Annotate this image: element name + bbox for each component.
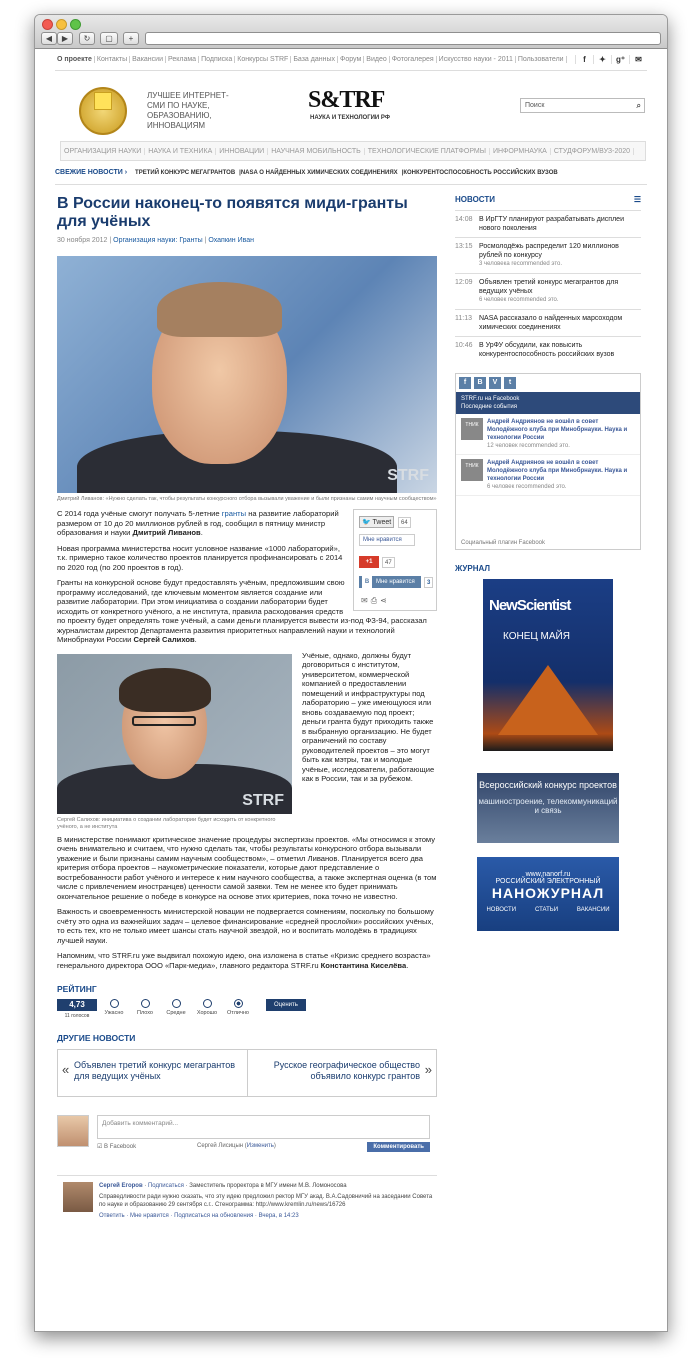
fb-widget-title[interactable]: STRF.ru на Facebook <box>461 396 520 402</box>
list-item[interactable]: ТНИК Андрей Андриянов не вошёл в совет Молодёжного клуба при Минобрнауки. Наука и технологии России 12 человек recommended это. <box>456 414 640 455</box>
list-item[interactable]: 13:15 Росмолодёжь распределит 120 миллионов рублей по конкурсу 3 человека recommended это. <box>455 237 641 273</box>
article-column <box>57 195 437 1241</box>
change-user-link[interactable]: Изменить <box>246 1143 274 1149</box>
cat-studforum[interactable]: СТУДФОРУМ/ВУЗ-2020 <box>551 148 634 155</box>
article-photo-salikhov <box>57 654 292 814</box>
search-input[interactable] <box>520 98 645 113</box>
rating-option-bad[interactable]: Плохо <box>131 999 159 1016</box>
other-news-title: ДРУГИЕ НОВОСТИ <box>57 1033 136 1043</box>
twitter-icon[interactable]: t <box>504 377 516 389</box>
layers-icon[interactable]: ☰ <box>633 195 641 204</box>
forward-button[interactable]: ▶ <box>57 32 73 45</box>
article-date: 30 ноября 2012 <box>57 237 108 244</box>
tweet-count: 64 <box>398 517 411 528</box>
address-bar[interactable] <box>145 32 661 45</box>
article-paragraph: 🐦 Tweet 64 Мне нравится +1 47 B Мне нравится 3 ✉⎙⋖ С 2014 года учёные смогут получать 5-летние гранты на развитие лабораторий размером от 10 до 20 миллионов рублей в год, сообщил в пятницу министр образования и науки Дмитрий Ливанов. <box>57 509 437 538</box>
search-placeholder: Поиск <box>525 102 545 109</box>
contest-banner[interactable]: Всероссийский конкурс проектов машиностроение, телекоммуникаций и связь <box>477 773 619 843</box>
topnav-art[interactable]: Искусство науки - 2011 <box>437 56 516 63</box>
fresh-news-item[interactable]: КОНКУРЕНТОСПОСОБНОСТЬ РОССИЙСКИХ ВУЗОВ <box>403 169 558 176</box>
cat-mobility[interactable]: НАУЧНАЯ МОБИЛЬНОСТЬ <box>268 148 365 155</box>
follow-link[interactable]: Подписаться <box>147 1183 184 1189</box>
fresh-news-bar: СВЕЖИЕ НОВОСТИ › ТРЕТИЙ КОНКУРС МЕГАГРАНТОВ | NASA О НАЙДЕННЫХ ХИМИЧЕСКИХ СОЕДИНЕНИЯХ | КОНКУРЕНТОСПОСОБНОСТЬ РОССИЙСКИХ ВУЗОВ <box>55 161 647 185</box>
award-medal-icon <box>79 87 127 135</box>
news-title: НОВОСТИ <box>455 195 496 204</box>
rating-section <box>57 984 437 1019</box>
article-rubric-link[interactable]: Организация науки: Гранты <box>113 237 203 244</box>
article-author-link[interactable]: Охапкин Иван <box>208 237 255 244</box>
topnav-gallery[interactable]: Фотогалерея <box>390 56 437 63</box>
close-window-icon[interactable] <box>42 19 53 30</box>
comment-item: Сергей Егоров · Подписаться · Заместитель проректора в МГУ имени М.В. Ломоносова Справедливости ради нужно сказать, что эту идею предложил ректор МГУ акад. В.А.Садовничий на заседании Совета по науке и образованию 29 сентября с.г.. Стенограмма: http://www.kremlin.ru/news/16726 Ответить · Мне нравится · Подписаться на обновления · Вчера, в 14:23 <box>57 1175 437 1241</box>
search-icon[interactable]: ⌕ <box>636 101 641 110</box>
facebook-icon[interactable]: f <box>459 377 471 389</box>
site-logo[interactable]: S&TRF <box>308 87 385 113</box>
screenshot-icon[interactable]: ▢ <box>100 32 118 45</box>
topnav-database[interactable]: База данных <box>291 56 338 63</box>
award-text: ЛУЧШЕЕ ИНТЕРНЕТ-СМИ ПО НАУКЕ, ОБРАЗОВАНИЮ, ИННОВАЦИЯМ <box>147 91 229 130</box>
tweet-button[interactable]: 🐦 Tweet <box>359 516 394 528</box>
rating-option-excellent[interactable]: Отлично <box>224 999 252 1016</box>
rating-option-awful[interactable]: Ужасно <box>100 999 128 1016</box>
rating-value: 4,73 <box>57 999 97 1011</box>
article-photo-livanov <box>57 256 437 493</box>
topnav-video[interactable]: Видео <box>364 56 389 63</box>
fb-widget-subtitle: Последние события <box>461 404 518 410</box>
twitter-icon[interactable]: ✦ <box>593 55 611 64</box>
lj-icon[interactable]: V <box>489 377 501 389</box>
comment-author[interactable]: Сергей Егоров <box>99 1183 143 1189</box>
browser-toolbar <box>35 15 667 49</box>
google-plus-button[interactable]: +1 <box>359 556 379 568</box>
article-meta: 30 ноября 2012 | Организация науки: Гранты | Охапкин Иван <box>57 237 255 244</box>
comment-input[interactable]: Добавить комментарий... <box>97 1115 430 1139</box>
vk-like-button[interactable]: B Мне нравится <box>359 576 421 588</box>
topnav-ads[interactable]: Реклама <box>166 56 199 63</box>
rate-button[interactable]: Оценить <box>266 999 306 1011</box>
google-plus-icon[interactable]: g⁺ <box>611 55 629 64</box>
photo-caption: Сергей Салихов: инициатива о создании лаборатории будет исходить от конкретного учёного, а не института <box>57 816 276 830</box>
article-paragraph: Напомним, что STRF.ru уже выдвигал похожую идею, она изложена в статье «Кризис среднего возраста» генерального директора ООО «Парк-медиа», главного редактора STRF.ru Константина Киселёва. <box>57 951 431 970</box>
article-paragraph: STRF Сергей Салихов: инициатива о создании лаборатории будет исходить от конкретного учёного, а не института Учёные, однако, должны будут договориться с институтом, университетом, коммерческой компанией о предоставлении помещений и инфраструктуры под лабораторию – уже имеющуюся или вновь создаваемую под проект; деньги гранта будут приходить также в выбранную организацию. Не будет ограничений по составу руководителей проектов – это могут быть как мэтры, так и молодые учёные, исследователи, работающие как в России, так и за рубежом. <box>57 650 435 830</box>
cat-informnauka[interactable]: ИНФОРМНАУКА <box>490 148 551 155</box>
post-thumbnail: ТНИК <box>461 459 483 481</box>
journal-title: ЖУРНАЛ <box>455 564 491 573</box>
other-news-section <box>57 1033 437 1097</box>
prev-news-link[interactable]: « Объявлен третий конкурс мегагрантов для ведущих учёных <box>62 1060 235 1081</box>
article-paragraph: Новая программа министерства носит условное название «1000 лабораторий», т.к. примерно такое количество проектов планируется профинансировать с 2014 по 2020 год (по 200 проектов в год). <box>57 543 343 572</box>
facebook-icon[interactable]: f <box>575 55 593 64</box>
article-title: В России наконец-то появятся миди-гранты для учёных <box>57 195 408 230</box>
web-page <box>55 49 647 1219</box>
topnav-users[interactable]: Пользователи <box>516 56 567 63</box>
journal-section <box>455 564 641 931</box>
topnav-about[interactable]: О проекте <box>55 56 95 63</box>
list-item[interactable]: 11:13 NASA рассказало о найденных марсоходом химических соединениях <box>455 309 641 336</box>
photo-caption: Дмитрий Ливанов: «Нужно сделать так, чтобы результаты конкурсного отбора вызывали уважение и были признаны самим научным сообществом» <box>57 496 437 502</box>
rating-option-good[interactable]: Хорошо <box>193 999 221 1016</box>
back-button[interactable]: ◀ <box>41 32 57 45</box>
vk-count: 3 <box>424 577 433 588</box>
maximize-window-icon[interactable] <box>70 19 81 30</box>
next-arrow-icon: » <box>424 1062 432 1077</box>
category-navigation <box>60 141 646 161</box>
cat-platforms[interactable]: ТЕХНОЛОГИЧЕСКИЕ ПЛАТФОРМЫ <box>365 148 490 155</box>
rating-option-average[interactable]: Средне <box>162 999 190 1016</box>
post-to-facebook-checkbox[interactable]: ☑ В Facebook <box>97 1144 137 1150</box>
topnav-forum[interactable]: Форум <box>338 56 364 63</box>
fresh-news-label: СВЕЖИЕ НОВОСТИ › <box>55 169 128 176</box>
grants-link[interactable]: гранты <box>221 509 247 518</box>
site-header <box>55 71 647 141</box>
print-mail-share-icons[interactable]: ✉⎙⋖ <box>361 596 390 605</box>
rating-title: РЕЙТИНГ <box>57 984 97 994</box>
new-tab-button[interactable]: + <box>123 32 139 45</box>
avatar <box>63 1182 93 1212</box>
avatar <box>57 1115 89 1147</box>
post-thumbnail: ТНИК <box>461 418 483 440</box>
minimize-window-icon[interactable] <box>56 19 67 30</box>
topnav-contests[interactable]: Конкурсы STRF <box>235 56 291 63</box>
comment-form <box>57 1115 437 1165</box>
social-links <box>575 55 647 64</box>
browser-window <box>34 14 668 1332</box>
article-paragraph: Важность и своевременность министерской новации не подвергается сомнениям, поскольку по большому счёту это одна из важнейших задач – целевое финансирование «средней прослойки» российских учёных, то есть тех, кто не только имеет шансы стать научной звездой, но и воспитать молодёжь в традициях лучшей науки. <box>57 907 434 945</box>
list-item[interactable]: ТНИК Андрей Андриянов не вошёл в совет Молодёжного клуба при Минобрнауки. Наука и технологии России 6 человек recommended это. <box>456 455 640 496</box>
facebook-widget <box>455 373 641 550</box>
vk-icon: B <box>362 576 372 588</box>
list-item[interactable]: 10:46 В УрФУ обсудили, как повысить конкурентоспособность российских вузов <box>455 336 641 363</box>
cat-science-tech[interactable]: НАУКА И ТЕХНИКА <box>145 148 216 155</box>
next-news-link[interactable]: Русское географическое общество объявило конкурс грантов » <box>247 1050 437 1096</box>
share-box <box>353 509 437 611</box>
fresh-news-item[interactable]: NASA О НАЙДЕННЫХ ХИМИЧЕСКИХ СОЕДИНЕНИЯХ <box>240 169 398 176</box>
news-list <box>455 210 641 363</box>
article-paragraph: Гранты на конкурсной основе будут предоставлять учёным, предложившим свою программу исследований, где ключевым моментом является создание или развитие лаборатории. При этом инициатива о создании лаборатории будет исходить от конкретного учёного, а не института, правила расходования средств по проекту будет определять тоже учёный, а сами деньги планируется вывести из-под ФЗ-94, рассказал журналистам директор Департамента развития приоритетных направлений науки и технологий Минобрнауки России Сергей Салихов. <box>57 578 427 644</box>
reload-button[interactable]: ↻ <box>79 32 95 45</box>
mail-icon[interactable]: ✉ <box>629 55 647 64</box>
nanojournal-banner[interactable]: www.nanorf.ru РОССИЙСКИЙ ЭЛЕКТРОННЫЙ НАНОЖУРНАЛ НОВОСТИ СТАТЬИ ВАКАНСИИ <box>477 857 619 931</box>
facebook-like-button[interactable]: Мне нравится <box>359 534 415 546</box>
topnav-subscribe[interactable]: Подписка <box>199 56 235 63</box>
comment-user: Сергей Лисицын (Изменить) <box>197 1143 276 1149</box>
list-item[interactable]: 14:08 В ИрГТУ планируют разрабатывать дисплеи нового поколения <box>455 210 641 237</box>
submit-comment-button[interactable]: Комментировать <box>367 1142 430 1152</box>
site-logo-subtitle: НАУКА И ТЕХНОЛОГИИ РФ <box>310 115 390 121</box>
gplus-count: 47 <box>382 557 395 568</box>
rating-votes: 11 голосов <box>64 1013 90 1019</box>
fresh-news-item[interactable]: ТРЕТИЙ КОНКУРС МЕГАГРАНТОВ <box>135 169 236 176</box>
magazine-cover[interactable]: NewScientist КОНЕЦ МАЙЯ <box>483 579 613 751</box>
list-item[interactable]: 12:09 Объявлен третий конкурс мегагрантов для ведущих учёных 6 человек recommended это. <box>455 273 641 309</box>
fb-plugin-footer: Социальный плагин Facebook <box>461 540 546 546</box>
comment-text: Справедливости ради нужно сказать, что эту идею предложил ректор МГУ акад. В.А.Садовничий на заседании Совета по науке и образованию 29 сентября с.г.. Стенограмма: http://www.kremlin.ru/news/16726 <box>99 1194 433 1208</box>
prev-arrow-icon: « <box>62 1062 70 1077</box>
vk-icon[interactable]: B <box>474 377 486 389</box>
article-paragraph: В министерстве понимают критическое значение процедуры экспертизы проектов. «Мы относимся к этому очень внимательно и считаем, что нужно сделать так, чтобы результаты конкурсного отбора вызывали уважение и были признаны самим научным сообществом», – отметил Ливанов. Планируется всего два критерия отбора проектов – наукометрические показатели, которые дают представление о востребованности работ учёного и интересе к ним научного сообщества, а также экспертная оценка (в том числе с привлечением иностранцев) ценности самой заявки. Тем не менее кто будет принимать окончательное решение о победе в конкурсе на основе этих критериев, пока точно не известно. <box>57 834 437 901</box>
photo-watermark: STRF <box>242 792 284 809</box>
sidebar <box>455 195 641 931</box>
comment-author-role: Заместитель проректора в МГУ имени М.В. Ломоносова <box>189 1183 347 1189</box>
cat-innovations[interactable]: ИННОВАЦИИ <box>216 148 268 155</box>
cat-org-science[interactable]: ОРГАНИЗАЦИЯ НАУКИ <box>61 148 145 155</box>
topnav-contacts[interactable]: Контакты <box>95 56 130 63</box>
comment-actions[interactable]: Ответить · Мне нравится · Подписаться на обновления · Вчера, в 14:23 <box>99 1213 299 1219</box>
topnav-vacancies[interactable]: Вакансии <box>130 56 166 63</box>
top-navigation <box>55 49 647 71</box>
photo-watermark: STRF <box>387 467 429 484</box>
